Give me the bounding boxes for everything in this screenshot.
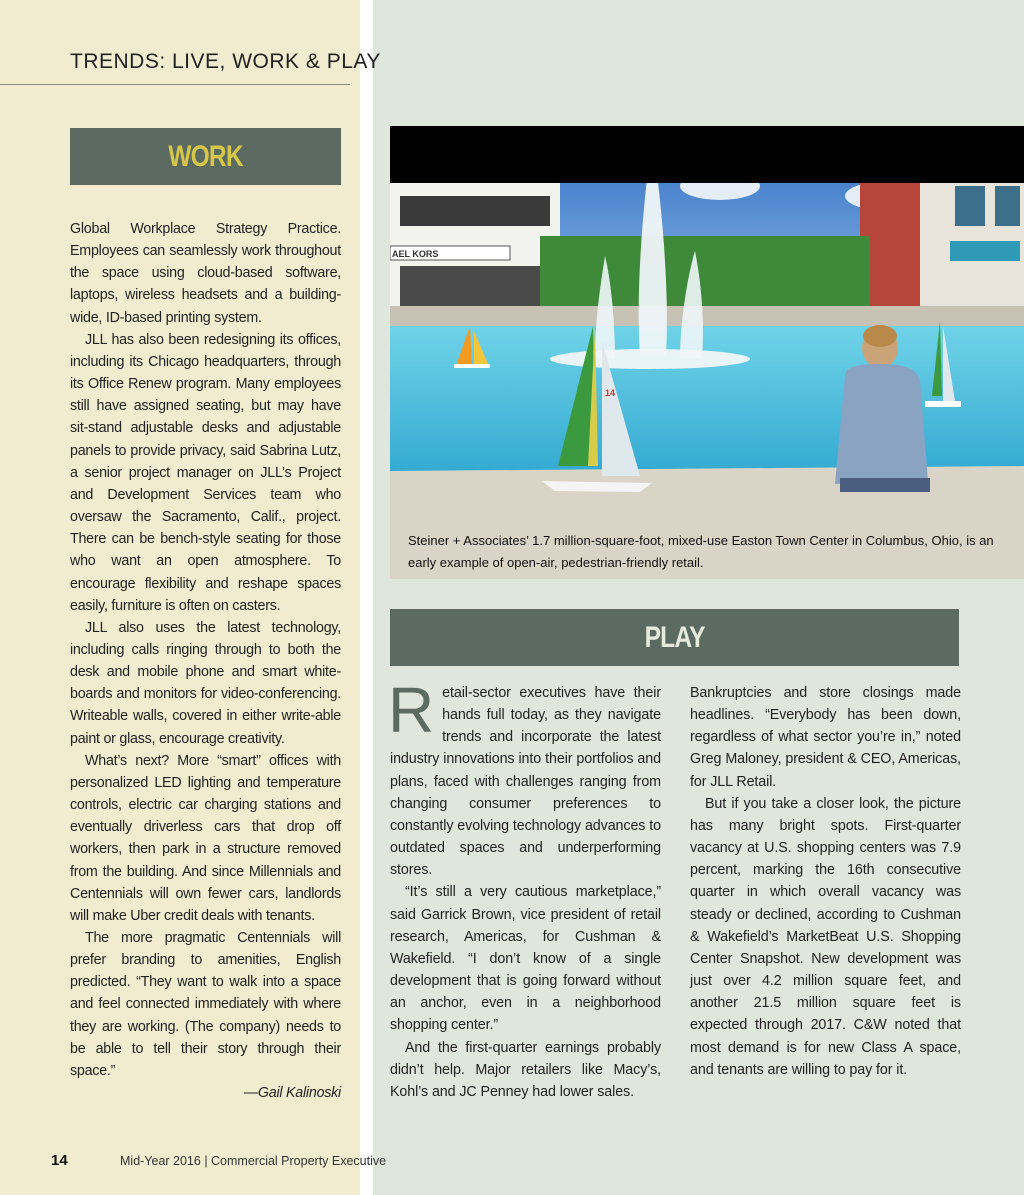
- play-heading-band: [390, 609, 959, 666]
- storefront-sign-2: AEL KORS: [392, 249, 439, 259]
- photo-caption: Steiner + Associates’ 1.7 million-square-foot, mixed-use Easton Town Center in Columbus, Ohio, is an early example of open-air, pedestrian-friendly retail.: [408, 533, 994, 570]
- caption-background: [390, 126, 1024, 183]
- work-paragraph: The more pragmatic Centennials will prefer branding to amenities, English predicted. “They want to walk into a space and feel connected immediately with where they are working. (The company) needs to be able to tell their story through their space.”: [70, 930, 341, 1079]
- work-article: [70, 218, 341, 1104]
- work-paragraph: What’s next? More “smart” offices with personalized LED lighting and temperature controls, electric car charging stations and eventually driverless cars that drop off workers, then park in a structure removed from the building. And since Millennials and Centennials will own fewer cars, landlords will make Uber credit deals with tenants.: [70, 752, 341, 924]
- play-heading: PLAY: [644, 620, 705, 654]
- play-lead-text: etail-sector executives have their hands full today, as they navigate trends and incorporate the latest industry innovations into their portfolios and plans, faced with challenges ranging from changing consumer preferences to constantly evolving technology advances to outdated spaces and underperforming stores.: [390, 685, 661, 879]
- play-paragraph: And the first-quarter earnings probably didn’t help. Major retailers like Macy’s, Kohl’s and JC Penney had lower sales.: [390, 1039, 661, 1100]
- header-rule: [0, 84, 350, 85]
- work-heading: WORK: [168, 139, 243, 173]
- play-lead-paragraph: [388, 674, 661, 881]
- play-paragraph: But if you take a closer look, the picture has many bright spots. First-quarter vacancy at U.S. shopping centers was 7.9 percent, marking the 16th consecutive quarter in which overall vacancy was steady or declined, according to Cushman & Wakefield’s MarketBeat U.S. Shopping Center Snapshot. New development was just over 4.2 million square feet, and another 21.5 million square feet is expected through 2017. C&W noted that most demand is for new Class A space, and tenants are willing to pay for it.: [690, 795, 961, 1078]
- footer-issue: Mid-Year 2016 | Commercial Property Executive: [120, 1154, 387, 1168]
- easton-town-center-photo: [390, 126, 1024, 579]
- play-article-column-1: [388, 674, 661, 1103]
- work-paragraph: JLL also uses the latest technology, including calls ringing through to both the desk and mobile phone and smart white-boards and monitors for video-conferencing. Writeable walls, covered in either write-able paint or glass, encourage creativity.: [70, 619, 341, 747]
- work-heading-band: [70, 128, 341, 185]
- work-paragraph: Global Workplace Strategy Practice. Employees can seamlessly work throughout the space using cloud-based software, laptops, wireless headsets and a building-wide, ID-based printing system.: [70, 221, 341, 326]
- byline: —Gail Kalinoski: [243, 1085, 341, 1102]
- page-gutter: [360, 0, 373, 1195]
- page-number: 14: [51, 1152, 68, 1169]
- sail-number: 14: [605, 388, 616, 398]
- trees: [540, 236, 870, 316]
- play-paragraph: “It’s still a very cautious marketplace,” said Garrick Brown, vice president of retail research, Americas, for Cushman & Wakefield. “I don’t know of a single development that is going forward without an anchor, even in a neighborhood shopping center.”: [390, 884, 661, 1034]
- work-paragraph: JLL has also been redesigning its offices, including its Chicago headquarters, through its Office Renew program. Many employees still have assigned seating, but may have sit-stand adjustable desks and adjustable panels to provide privacy, said Sabrina Lutz, a senior project manager on JLL’s Project and Development Services team who oversaw the Sacramento, Calif., project. There can be bench-style seating for those who want an open atmosphere. To encourage flexibility and reshape spaces easily, furniture is often on casters.: [70, 331, 341, 614]
- drop-cap: R: [388, 674, 435, 746]
- play-article-column-2: [690, 682, 961, 1081]
- plaza: [390, 306, 1024, 328]
- photo-illustration: [390, 126, 1024, 579]
- play-paragraph: Bankruptcies and store closings made headlines. “Everybody has been down, regardless of what sector you’re in,” noted Greg Maloney, president & CEO, Americas, for JLL Retail.: [690, 685, 961, 790]
- section-header: TRENDS: LIVE, WORK & PLAY: [70, 50, 381, 73]
